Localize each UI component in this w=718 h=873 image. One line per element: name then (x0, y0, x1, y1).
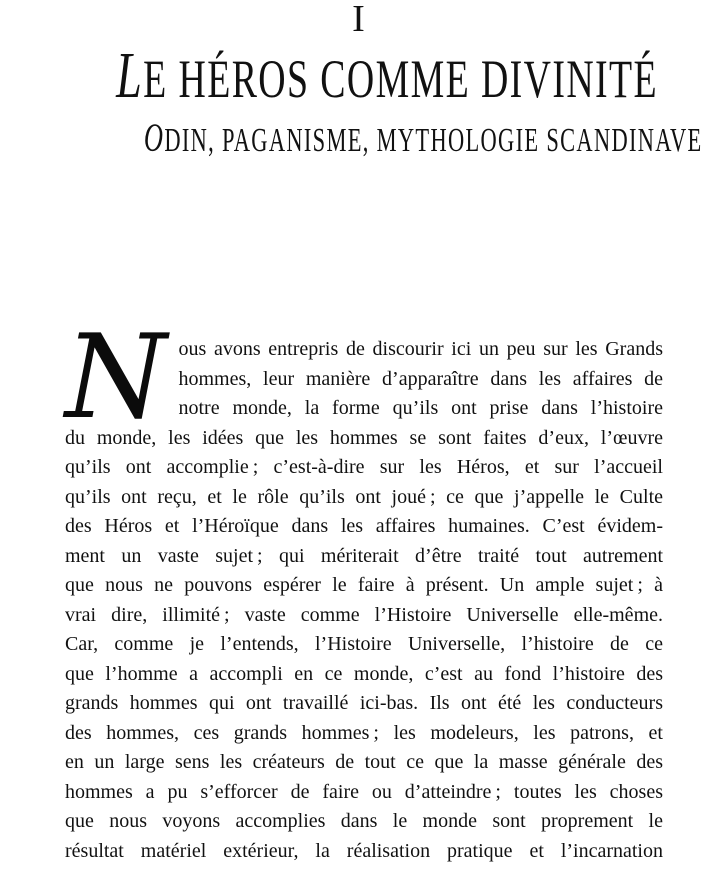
text-line: du monde, les idées que les hommes se sont faites d’eux, l’œuvre (65, 426, 663, 449)
body-paragraph (65, 310, 663, 866)
chapter-title-rest: E HÉROS COMME DIVINITÉ (143, 49, 658, 109)
text-line: que nous ne pouvons espérer le faire à présent. Un ample sujet ; à (65, 574, 663, 596)
text-line: grands hommes qui ont travaillé ici-bas. Ils ont été les conducteurs (65, 692, 663, 714)
text-line: hommes a pu s’efforcer de faire ou d’atteindre ; toutes les choses (65, 780, 663, 803)
text-line: des hommes, ces grands hommes ; les modeleurs, les patrons, et (65, 721, 663, 744)
text-line: des Héros et l’Héroïque dans les affaires humaines. C’est évidem- (65, 515, 663, 537)
text-line: Car, comme je l’entends, l’Histoire Universelle, l’histoire de ce (65, 633, 663, 655)
chapter-title-initial: L (116, 39, 144, 112)
text-line: notre monde, la forme qu’ils ont prise dans l’histoire (178, 397, 663, 419)
text-line: ment un vaste sujet ; qui mériterait d’être traité tout autrement (65, 544, 663, 567)
drop-cap: N (65, 310, 167, 445)
chapter-title (0, 40, 718, 112)
text-line: que l’homme a accompli en ce monde, c’est au fond l’histoire des (65, 662, 663, 685)
chapter-subtitle-initial: O (143, 115, 165, 160)
chapter-subtitle (0, 116, 718, 160)
text-line: hommes, leur manière d’apparaître dans les affaires de (178, 367, 663, 390)
chapter-subtitle-text (144, 116, 703, 160)
text-line: vrai dire, illimité ; vaste comme l’Histoire Universelle elle-même. (65, 603, 663, 626)
chapter-subtitle-rest: DIN, PAGANISME, MYTHOLOGIE SCANDINAVE (164, 122, 703, 159)
text-line: qu’ils ont reçu, et le rôle qu’ils ont joué ; ce que j’appelle le Culte (65, 485, 663, 508)
text-line: qu’ils ont accomplie ; c’est-à-dire sur les Héros, et sur l’accueil (65, 456, 663, 478)
text-line: que nous voyons accomplies dans le monde sont proprement le (65, 810, 663, 832)
chapter-title-text (116, 40, 658, 112)
text-line: ous avons entrepris de discourir ici un peu sur les Grands (178, 338, 663, 360)
chapter-number: I (352, 0, 366, 40)
text-line: résultat matériel extérieur, la réalisation pratique et l’incarnation (65, 839, 663, 862)
text-line: en un large sens les créateurs de tout ce que la masse générale des (65, 751, 663, 773)
